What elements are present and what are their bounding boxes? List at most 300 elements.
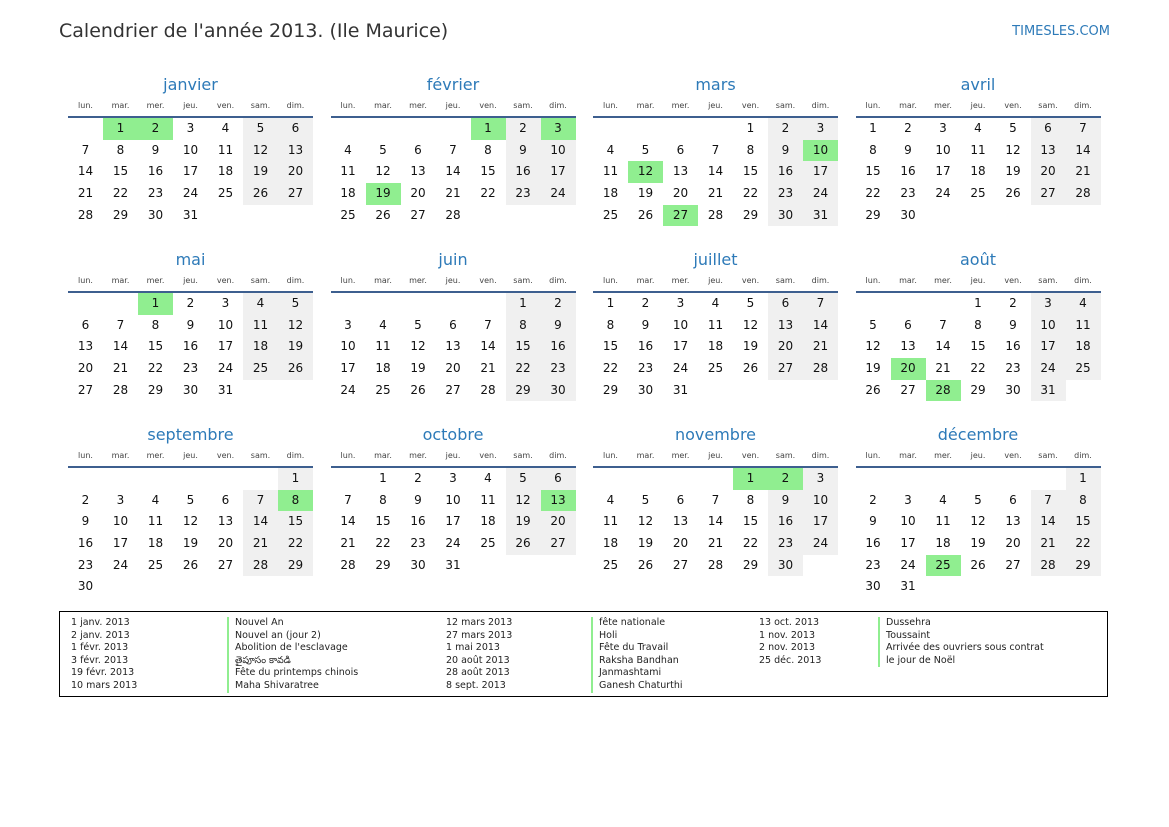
day-cell: 2: [414, 471, 422, 485]
weekday-label: mar.: [111, 276, 130, 285]
day-cell: 27: [217, 557, 234, 572]
weekday-label: mar.: [111, 101, 130, 110]
weekday-label: dim.: [286, 276, 305, 285]
day-cell: 28: [340, 557, 356, 572]
day-cell: 13: [768, 315, 803, 337]
legend-names-col: [227, 617, 358, 693]
day-cell: 3: [803, 468, 838, 490]
day-cell: 14: [1031, 511, 1066, 533]
day-cell: 19: [637, 536, 654, 551]
month-name: décembre: [937, 425, 1019, 444]
day-cell: 10: [182, 142, 199, 157]
weekday-label: sam.: [513, 451, 533, 460]
legend-holiday-name: Toussaint: [886, 629, 931, 641]
day-cell: 1: [278, 468, 313, 490]
day-cell: 5: [869, 317, 877, 332]
day-cell: 2: [768, 118, 803, 140]
weekday-label: ven.: [1004, 101, 1022, 110]
day-cell: 10: [445, 492, 461, 507]
day-cell: 26: [410, 382, 426, 397]
day-cell: 11: [970, 142, 986, 157]
day-cell: 27: [768, 358, 803, 380]
day-cell: 20: [445, 361, 461, 376]
legend-holiday-name: le jour de Noël: [886, 654, 956, 666]
month-3: [856, 74, 1101, 249]
weekday-header: [331, 446, 576, 468]
day-cell: 11: [217, 142, 234, 157]
weekday-label: ven.: [479, 101, 497, 110]
weekday-label: mer.: [409, 101, 427, 110]
day-cell: 3: [939, 121, 947, 135]
day-cell: 22: [480, 186, 496, 201]
day-cell: 6: [676, 492, 685, 507]
holiday-day-cell: 2: [138, 118, 173, 140]
day-cell: 23: [182, 361, 199, 376]
weekday-label: ven.: [1004, 451, 1022, 460]
day-cell: 8: [606, 317, 615, 332]
day-cell: 2: [506, 118, 541, 140]
weekday-label: dim.: [549, 101, 567, 110]
day-cell: 30: [77, 579, 94, 594]
holiday-day-cell: 25: [926, 555, 961, 577]
day-cell: 26: [243, 183, 278, 205]
empty-cell: [663, 468, 698, 490]
day-cell: 19: [243, 161, 278, 183]
day-cell: 3: [449, 471, 457, 485]
day-cell: 16: [637, 339, 654, 354]
day-cell: 15: [1066, 511, 1101, 533]
month-0: [68, 74, 313, 249]
month-name: septembre: [147, 425, 234, 444]
day-cell: 18: [375, 361, 391, 376]
day-grid: [68, 468, 313, 598]
legend-holiday-name: Nouvel An: [235, 617, 284, 628]
day-cell: 9: [186, 317, 195, 332]
day-cell: 18: [602, 186, 619, 201]
month-7: [856, 249, 1101, 424]
months-grid: [68, 74, 1101, 599]
day-cell: 5: [974, 492, 982, 507]
month-name: juillet: [693, 250, 738, 269]
day-cell: 4: [243, 293, 278, 315]
day-cell: 4: [711, 296, 720, 310]
weekday-label: dim.: [286, 101, 305, 110]
day-cell: 2: [641, 296, 650, 310]
empty-cell: [891, 293, 926, 315]
day-cell: 5: [278, 293, 313, 315]
legend-holiday-name: Nouvel an (jour 2): [235, 629, 321, 641]
day-cell: 20: [1031, 161, 1066, 183]
day-cell: 19: [278, 336, 313, 358]
day-cell: 20: [1005, 536, 1021, 551]
day-cell: 19: [1005, 164, 1021, 179]
day-cell: 12: [506, 490, 541, 512]
day-cell: 25: [970, 186, 986, 201]
weekday-header: [593, 446, 838, 468]
legend-holiday-name: తైపూసం కావడి: [235, 654, 291, 666]
day-cell: 27: [410, 207, 426, 222]
legend-dates-col: [759, 617, 821, 667]
day-cell: 8: [974, 317, 982, 332]
day-cell: 4: [221, 121, 230, 135]
day-cell: 29: [506, 380, 541, 402]
day-cell: 30: [900, 207, 916, 222]
weekday-label: lun.: [865, 276, 881, 285]
day-cell: 19: [865, 361, 881, 376]
weekday-label: sam.: [775, 451, 796, 460]
day-cell: 26: [970, 557, 986, 572]
day-cell: 3: [116, 492, 125, 507]
day-cell: 14: [1066, 140, 1101, 162]
day-cell: 12: [375, 164, 391, 179]
day-cell: 14: [340, 514, 356, 529]
weekday-label: dim.: [1074, 276, 1092, 285]
day-cell: 22: [970, 361, 986, 376]
day-cell: 9: [641, 317, 650, 332]
day-cell: 6: [81, 317, 90, 332]
day-cell: 22: [865, 186, 881, 201]
day-cell: 2: [186, 296, 195, 310]
day-cell: 1: [869, 121, 877, 135]
day-cell: 29: [970, 382, 986, 397]
holiday-day-cell: 1: [103, 118, 138, 140]
weekday-label: mar.: [374, 451, 392, 460]
day-cell: 9: [81, 514, 90, 529]
day-cell: 19: [637, 186, 654, 201]
day-cell: 13: [900, 339, 916, 354]
month-name: avril: [960, 75, 996, 94]
day-cell: 29: [112, 207, 129, 222]
weekday-label: mar.: [899, 451, 917, 460]
weekday-label: mer.: [671, 451, 690, 460]
day-cell: 19: [970, 536, 986, 551]
page-title: Calendrier de l'année 2013. (Ile Maurice): [59, 20, 449, 42]
legend-holiday-name: Abolition de l'esclavage: [235, 642, 348, 654]
day-grid: [856, 293, 1101, 401]
day-cell: 26: [1005, 186, 1021, 201]
day-cell: 12: [637, 514, 654, 529]
day-cell: 12: [865, 339, 881, 354]
empty-cell: [68, 293, 103, 315]
empty-cell: [436, 118, 471, 140]
day-cell: 27: [900, 382, 916, 397]
day-cell: 6: [541, 468, 576, 490]
day-grid: [331, 468, 576, 576]
day-cell: 11: [480, 492, 496, 507]
day-cell: 28: [803, 358, 838, 380]
day-cell: 6: [768, 293, 803, 315]
weekday-label: jeu.: [708, 101, 723, 110]
month-2: [593, 74, 838, 249]
month-9: [331, 424, 576, 599]
day-cell: 6: [904, 317, 912, 332]
legend-date: 20 août 2013: [446, 654, 510, 666]
holiday-day-cell: 13: [541, 490, 576, 512]
day-cell: 14: [707, 514, 724, 529]
empty-cell: [331, 293, 366, 315]
weekday-label: sam.: [1038, 276, 1058, 285]
day-cell: 10: [935, 142, 951, 157]
day-cell: 17: [803, 161, 838, 183]
day-cell: 25: [707, 361, 724, 376]
legend-holiday-name: Dussehra: [886, 617, 931, 628]
weekday-label: sam.: [1038, 101, 1058, 110]
empty-cell: [243, 468, 278, 490]
day-cell: 5: [379, 142, 387, 157]
day-cell: 27: [1005, 557, 1021, 572]
month-name: janvier: [163, 75, 218, 94]
legend-date: 19 févr. 2013: [71, 667, 135, 679]
day-cell: 5: [641, 492, 650, 507]
day-cell: 23: [865, 557, 881, 572]
empty-cell: [436, 293, 471, 315]
day-cell: 11: [602, 514, 619, 529]
weekday-label: mar.: [899, 276, 917, 285]
day-cell: 21: [803, 336, 838, 358]
empty-cell: [103, 293, 138, 315]
month-4: [68, 249, 313, 424]
day-cell: 24: [1031, 358, 1066, 380]
day-cell: 1: [379, 471, 387, 485]
weekday-label: mer.: [146, 101, 165, 110]
day-cell: 16: [768, 511, 803, 533]
day-cell: 6: [1031, 118, 1066, 140]
day-cell: 29: [602, 382, 619, 397]
day-cell: 13: [278, 140, 313, 162]
day-grid: [331, 293, 576, 401]
day-cell: 28: [1066, 183, 1101, 205]
empty-cell: [926, 468, 961, 490]
legend-date: 12 mars 2013: [446, 617, 513, 628]
weekday-label: mer.: [146, 451, 165, 460]
day-cell: 29: [742, 207, 759, 222]
day-cell: 12: [970, 514, 986, 529]
day-cell: 22: [506, 358, 541, 380]
weekday-label: mer.: [409, 451, 427, 460]
empty-cell: [663, 118, 698, 140]
weekday-label: lun.: [340, 276, 356, 285]
day-cell: 22: [602, 361, 619, 376]
day-cell: 2: [81, 492, 90, 507]
day-cell: 9: [541, 315, 576, 337]
weekday-label: mer.: [934, 451, 952, 460]
month-name: novembre: [674, 425, 757, 444]
day-cell: 12: [742, 317, 759, 332]
day-cell: 9: [768, 140, 803, 162]
weekday-label: dim.: [1074, 451, 1092, 460]
holiday-day-cell: 20: [891, 358, 926, 380]
day-cell: 10: [541, 140, 576, 162]
day-cell: 8: [506, 315, 541, 337]
holiday-day-cell: 27: [663, 205, 698, 227]
day-cell: 7: [484, 317, 492, 332]
day-cell: 31: [900, 579, 916, 594]
day-cell: 4: [151, 492, 160, 507]
empty-cell: [1031, 468, 1066, 490]
day-cell: 25: [602, 557, 619, 572]
holiday-day-cell: 2: [768, 468, 803, 490]
day-cell: 14: [77, 164, 94, 179]
day-cell: 20: [278, 161, 313, 183]
day-cell: 7: [1066, 118, 1101, 140]
day-cell: 24: [445, 536, 461, 551]
weekday-label: lun.: [340, 101, 356, 110]
day-grid: [856, 468, 1101, 598]
day-cell: 1: [606, 296, 615, 310]
day-cell: 14: [243, 511, 278, 533]
weekday-label: jeu.: [445, 101, 461, 110]
day-cell: 13: [672, 164, 689, 179]
day-cell: 11: [1066, 315, 1101, 337]
day-cell: 14: [445, 164, 461, 179]
empty-cell: [138, 468, 173, 490]
empty-cell: [891, 468, 926, 490]
day-cell: 3: [676, 296, 685, 310]
day-cell: 13: [1031, 140, 1066, 162]
day-cell: 29: [865, 207, 881, 222]
weekday-header: [856, 96, 1101, 118]
month-10: [593, 424, 838, 599]
day-cell: 30: [182, 382, 199, 397]
day-cell: 10: [217, 317, 234, 332]
day-cell: 6: [449, 317, 457, 332]
day-cell: 13: [1005, 514, 1021, 529]
day-cell: 14: [112, 339, 129, 354]
day-cell: 8: [116, 142, 125, 157]
day-cell: 16: [410, 514, 426, 529]
day-cell: 2: [541, 293, 576, 315]
day-cell: 29: [375, 557, 391, 572]
weekday-label: lun.: [865, 451, 881, 460]
day-cell: 15: [602, 339, 619, 354]
day-cell: 19: [410, 361, 426, 376]
weekday-label: dim.: [1074, 101, 1092, 110]
day-cell: 13: [217, 514, 234, 529]
day-cell: 20: [672, 186, 689, 201]
day-cell: 1: [1066, 468, 1101, 490]
day-cell: 9: [414, 492, 422, 507]
day-cell: 28: [480, 382, 496, 397]
day-cell: 5: [746, 296, 755, 310]
site-link[interactable]: TIMESLES.COM: [1012, 24, 1110, 39]
day-cell: 1: [974, 296, 982, 310]
empty-cell: [593, 468, 628, 490]
day-cell: 19: [182, 536, 199, 551]
day-cell: 2: [869, 492, 877, 507]
day-cell: 26: [865, 382, 881, 397]
weekday-header: [68, 271, 313, 293]
day-cell: 17: [217, 339, 234, 354]
day-cell: 20: [541, 511, 576, 533]
month-6: [593, 249, 838, 424]
day-cell: 5: [1009, 121, 1017, 135]
day-cell: 1: [746, 121, 755, 135]
day-cell: 12: [182, 514, 199, 529]
day-cell: 30: [1005, 382, 1021, 397]
day-cell: 21: [480, 361, 496, 376]
legend-dates-col: [446, 617, 512, 693]
day-cell: 3: [803, 118, 838, 140]
day-cell: 3: [186, 121, 195, 135]
day-cell: 21: [445, 186, 461, 201]
weekday-label: sam.: [1038, 451, 1058, 460]
legend-date: 25 déc. 2013: [759, 654, 822, 666]
day-cell: 17: [445, 514, 461, 529]
empty-cell: [331, 468, 366, 490]
weekday-label: ven.: [216, 276, 235, 285]
day-cell: 12: [1005, 142, 1021, 157]
day-cell: 4: [606, 142, 615, 157]
empty-cell: [593, 118, 628, 140]
weekday-label: lun.: [78, 451, 93, 460]
day-cell: 4: [974, 121, 982, 135]
day-cell: 15: [112, 164, 129, 179]
day-cell: 7: [81, 142, 90, 157]
empty-cell: [628, 468, 663, 490]
weekday-label: jeu.: [445, 276, 461, 285]
day-cell: 23: [637, 361, 654, 376]
month-1: [331, 74, 576, 249]
day-cell: 28: [1031, 555, 1066, 577]
weekday-label: dim.: [811, 451, 830, 460]
holiday-day-cell: 8: [278, 490, 313, 512]
day-cell: 24: [340, 382, 356, 397]
legend-date: 28 août 2013: [446, 667, 510, 679]
legend-date: 10 mars 2013: [71, 679, 138, 691]
month-name: octobre: [422, 425, 484, 444]
empty-cell: [208, 468, 243, 490]
month-name: juin: [438, 250, 468, 269]
empty-cell: [471, 293, 506, 315]
weekday-label: ven.: [479, 276, 497, 285]
day-cell: 26: [637, 207, 654, 222]
weekday-label: lun.: [603, 451, 618, 460]
day-cell: 16: [1005, 339, 1021, 354]
day-cell: 15: [970, 339, 986, 354]
weekday-label: sam.: [775, 276, 796, 285]
day-cell: 21: [1066, 161, 1101, 183]
legend-date: 1 févr. 2013: [71, 642, 129, 654]
day-cell: 13: [445, 339, 461, 354]
day-cell: 16: [147, 164, 164, 179]
day-cell: 22: [112, 186, 129, 201]
day-cell: 5: [186, 492, 195, 507]
day-cell: 14: [480, 339, 496, 354]
weekday-label: mer.: [934, 276, 952, 285]
weekday-label: mar.: [636, 276, 655, 285]
day-cell: 17: [1031, 336, 1066, 358]
day-cell: 18: [1066, 336, 1101, 358]
day-cell: 24: [900, 557, 916, 572]
day-cell: 19: [506, 511, 541, 533]
day-cell: 25: [602, 207, 619, 222]
day-cell: 17: [672, 339, 689, 354]
day-cell: 10: [340, 339, 356, 354]
day-cell: 26: [182, 557, 199, 572]
day-cell: 14: [707, 164, 724, 179]
day-cell: 16: [865, 536, 881, 551]
day-cell: 5: [506, 468, 541, 490]
day-cell: 30: [865, 579, 881, 594]
day-cell: 31: [672, 382, 689, 397]
legend-holiday-name: Ganesh Chaturthi: [599, 679, 683, 691]
day-cell: 25: [375, 382, 391, 397]
weekday-label: sam.: [775, 101, 796, 110]
day-cell: 20: [77, 361, 94, 376]
day-cell: 15: [375, 514, 391, 529]
legend-date: 2 janv. 2013: [71, 629, 130, 641]
day-cell: 9: [869, 514, 877, 529]
